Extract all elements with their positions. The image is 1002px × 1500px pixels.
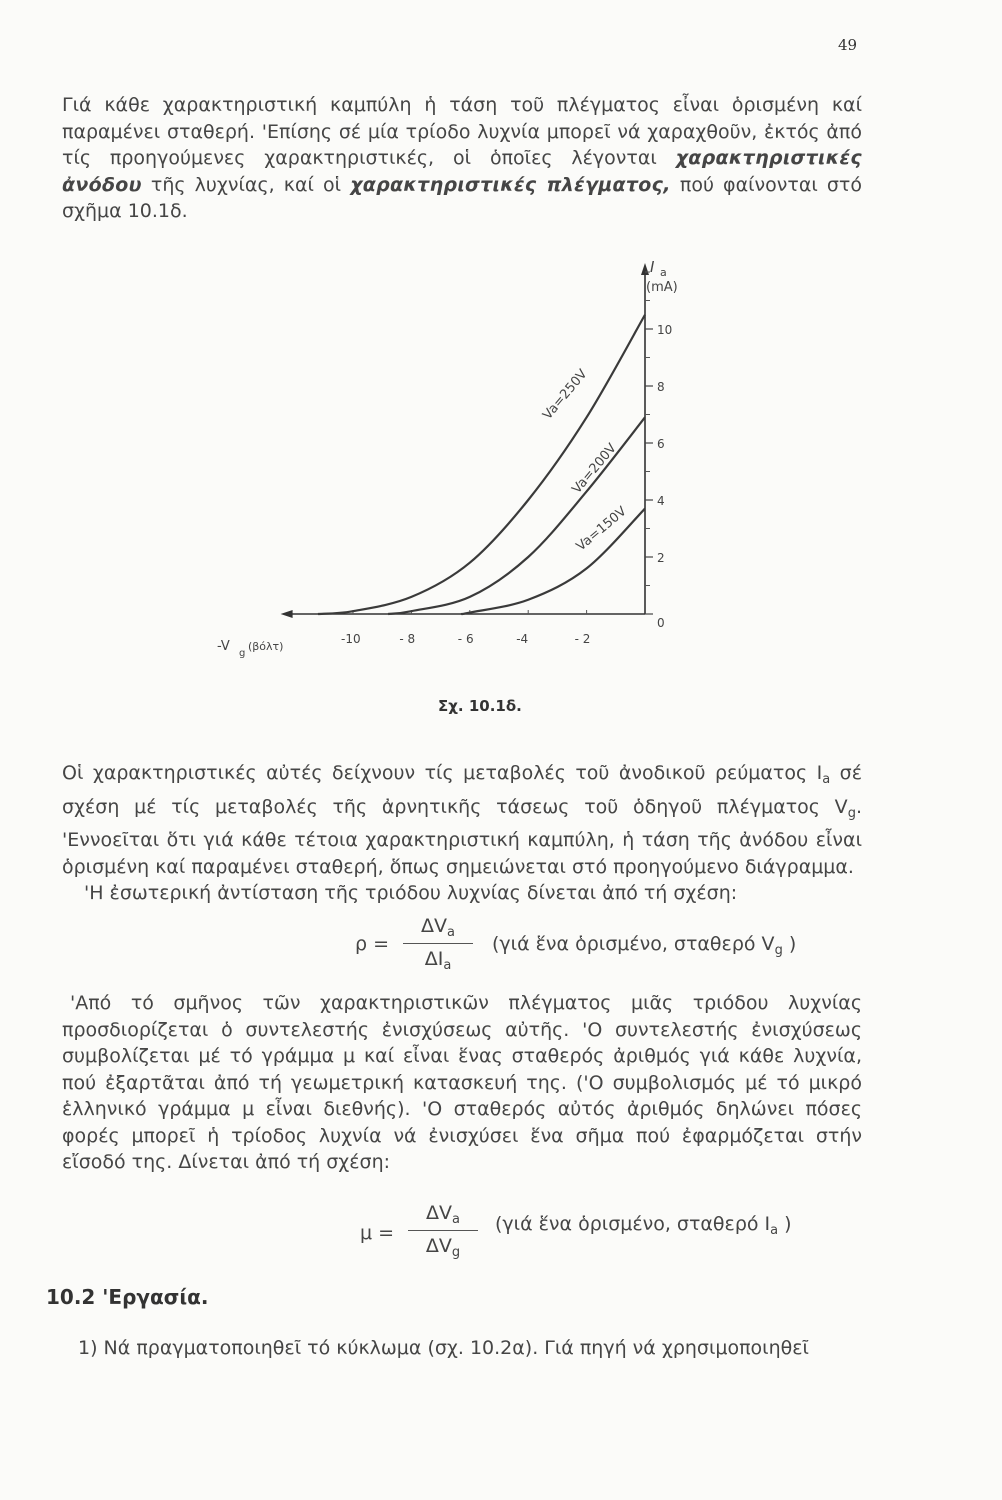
rho-den: ΔI bbox=[424, 948, 444, 970]
x-tick-label: - 2 bbox=[574, 632, 591, 646]
y-tick-label: 6 bbox=[657, 437, 665, 451]
p2-text-2: σέ σχέση μέ τίς μεταβολές τῆς ἀρνητικῆς τάσεως τοῦ ὁδηγοῦ πλέγματος V bbox=[62, 762, 862, 818]
mu-num: ΔV bbox=[426, 1202, 453, 1224]
figure-caption: Σχ. 10.1δ. bbox=[438, 697, 522, 715]
mu-note-sub: a bbox=[770, 1223, 779, 1238]
chart-axes bbox=[281, 263, 649, 618]
intro-text-b: τῆς λυχνίας, καί οἱ bbox=[150, 173, 342, 196]
p2-sub-g: g bbox=[847, 805, 856, 821]
y-tick-label: 2 bbox=[657, 551, 665, 565]
y-tick-label: 10 bbox=[657, 323, 673, 337]
rho-lhs: ρ = bbox=[355, 933, 390, 955]
rho-note-sub: g bbox=[774, 943, 783, 958]
rho-note bbox=[492, 933, 796, 958]
p2-text-4: 'Η ἐσωτερική ἀντίσταση τῆς τριόδου λυχνίας δίνεται ἀπό τή σχέση: bbox=[84, 882, 738, 904]
chart-ticks bbox=[341, 272, 672, 646]
rho-num-sub: a bbox=[447, 925, 455, 940]
mu-note-a: (γιά ἕνα ὁρισμένο, σταθερό I bbox=[495, 1213, 771, 1235]
p2-sub-a: a bbox=[822, 772, 831, 787]
y-axis-unit: (mA) bbox=[646, 280, 678, 295]
y-tick-label: 8 bbox=[657, 380, 665, 394]
grid-characteristics-chart bbox=[0, 0, 1002, 700]
mu-den-sub: g bbox=[451, 1245, 461, 1260]
x-axis-unit: (βόλτ) bbox=[248, 640, 284, 653]
y-tick-label: 4 bbox=[657, 494, 665, 508]
mu-note-b: ) bbox=[778, 1213, 792, 1235]
x-tick-label: -4 bbox=[516, 632, 529, 646]
x-axis-arrow bbox=[281, 610, 293, 618]
y-tick-label: 0 bbox=[657, 616, 665, 630]
y-axis-symbol: I bbox=[650, 258, 655, 276]
y-axis-subscript: a bbox=[660, 266, 667, 279]
y-axis-arrow bbox=[641, 263, 649, 275]
paragraph-characteristics bbox=[62, 760, 862, 907]
p2-text-3: . 'Εννοεῖται ὅτι γιά κάθε τέτοια χαρακτηριστική καμπύλη, ἡ τάση τῆς ἀνόδου εἶναι ὁρισμένη καί παραμένει σταθερή, ὅπως σημειώνεται στό προηγούμενο διάγραμμα. bbox=[62, 795, 862, 878]
x-tick-label: - 8 bbox=[399, 632, 416, 646]
mu-note bbox=[495, 1213, 792, 1238]
intro-text-c: πού φαίνονται στό σχῆμα 10.1δ. bbox=[62, 173, 862, 222]
x-axis-symbol: -V bbox=[217, 639, 230, 654]
task-item-1: 1) Νά πραγματοποιηθεῖ τό κύκλωμα (σχ. 10.2α). Γιά πηγή νά χρησιμοποιηθεῖ bbox=[78, 1337, 809, 1359]
series-label: Va=250V bbox=[540, 366, 591, 423]
p2-text-1: Οἱ χαρακτηριστικές αὐτές δείχνουν τίς μεταβολές τοῦ ἀνοδικοῦ ρεύματος I bbox=[62, 762, 823, 784]
mu-den: ΔV bbox=[425, 1235, 452, 1257]
rho-den-sub: a bbox=[443, 958, 452, 973]
rho-note-a: (γιά ἕνα ὁρισμένο, σταθερό V bbox=[492, 933, 775, 955]
chart-curves bbox=[318, 315, 645, 614]
rho-fraction bbox=[403, 915, 473, 973]
rho-num: ΔV bbox=[421, 915, 448, 937]
x-tick-label: -10 bbox=[341, 632, 361, 646]
section-heading: 10.2 'Εργασία. bbox=[46, 1285, 209, 1309]
term-anode-characteristics: χαρακτηριστικές ἀνόδου bbox=[62, 147, 862, 196]
paragraph-gain bbox=[62, 990, 862, 1176]
mu-fraction bbox=[408, 1202, 478, 1260]
x-axis-subscript: g bbox=[239, 648, 246, 659]
intro-text-a: Γιά κάθε χαρακτηριστική καμπύλη ἡ τάση τοῦ πλέγματος εἶναι ὁρισμένη καί παραμένει σταθερή. 'Επίσης σέ μία τρίοδο λυχνία μπορεῖ νά χαραχθοῦν, ἐκτός ἀπό τίς προηγούμενες χαρακτηριστικές, οἱ ὁποῖες λέγονται bbox=[62, 94, 862, 169]
page-number: 49 bbox=[838, 36, 858, 54]
rho-note-b: ) bbox=[782, 933, 797, 955]
x-tick-label: - 6 bbox=[457, 632, 474, 646]
series-label: Va=150V bbox=[573, 504, 630, 555]
mu-lhs: μ = bbox=[360, 1222, 395, 1244]
series-label: Va=200V bbox=[569, 440, 620, 497]
term-grid-characteristics: χαρακτηριστικές πλέγματος, bbox=[350, 173, 671, 196]
p3-text: 'Από τό σμῆνος τῶν χαρακτηριστικῶν πλέγματος μιᾶς τριόδου λυχνίας προσδιορίζεται ὁ συντελεστής ἐνισχύσεως αὐτῆς. 'Ο συντελεστής ἐνισχύσεως συμβολίζεται μέ τό γράμμα μ καί εἶναι ἕνας σταθερός ἀριθμός γιά κάθε λυχνία, πού ἐξαρτᾶται ἀπό τή γεωμετρική κατασκευή της. ('Ο συμβολισμός μέ τό μικρό ἑλληνικό γράμμα μ εἶναι διεθνής). 'Ο σταθερός αὐτός ἀριθμός δηλώνει πόσες φορές μπορεῖ ἡ τρίοδος λυχνία νά ἐνισχύσει ἕνα σῆμα πού ἐφαρμόζεται στήν εἴσοδό της. Δίνεται ἀπό τή σχέση: bbox=[62, 992, 862, 1173]
mu-num-sub: a bbox=[452, 1212, 460, 1227]
